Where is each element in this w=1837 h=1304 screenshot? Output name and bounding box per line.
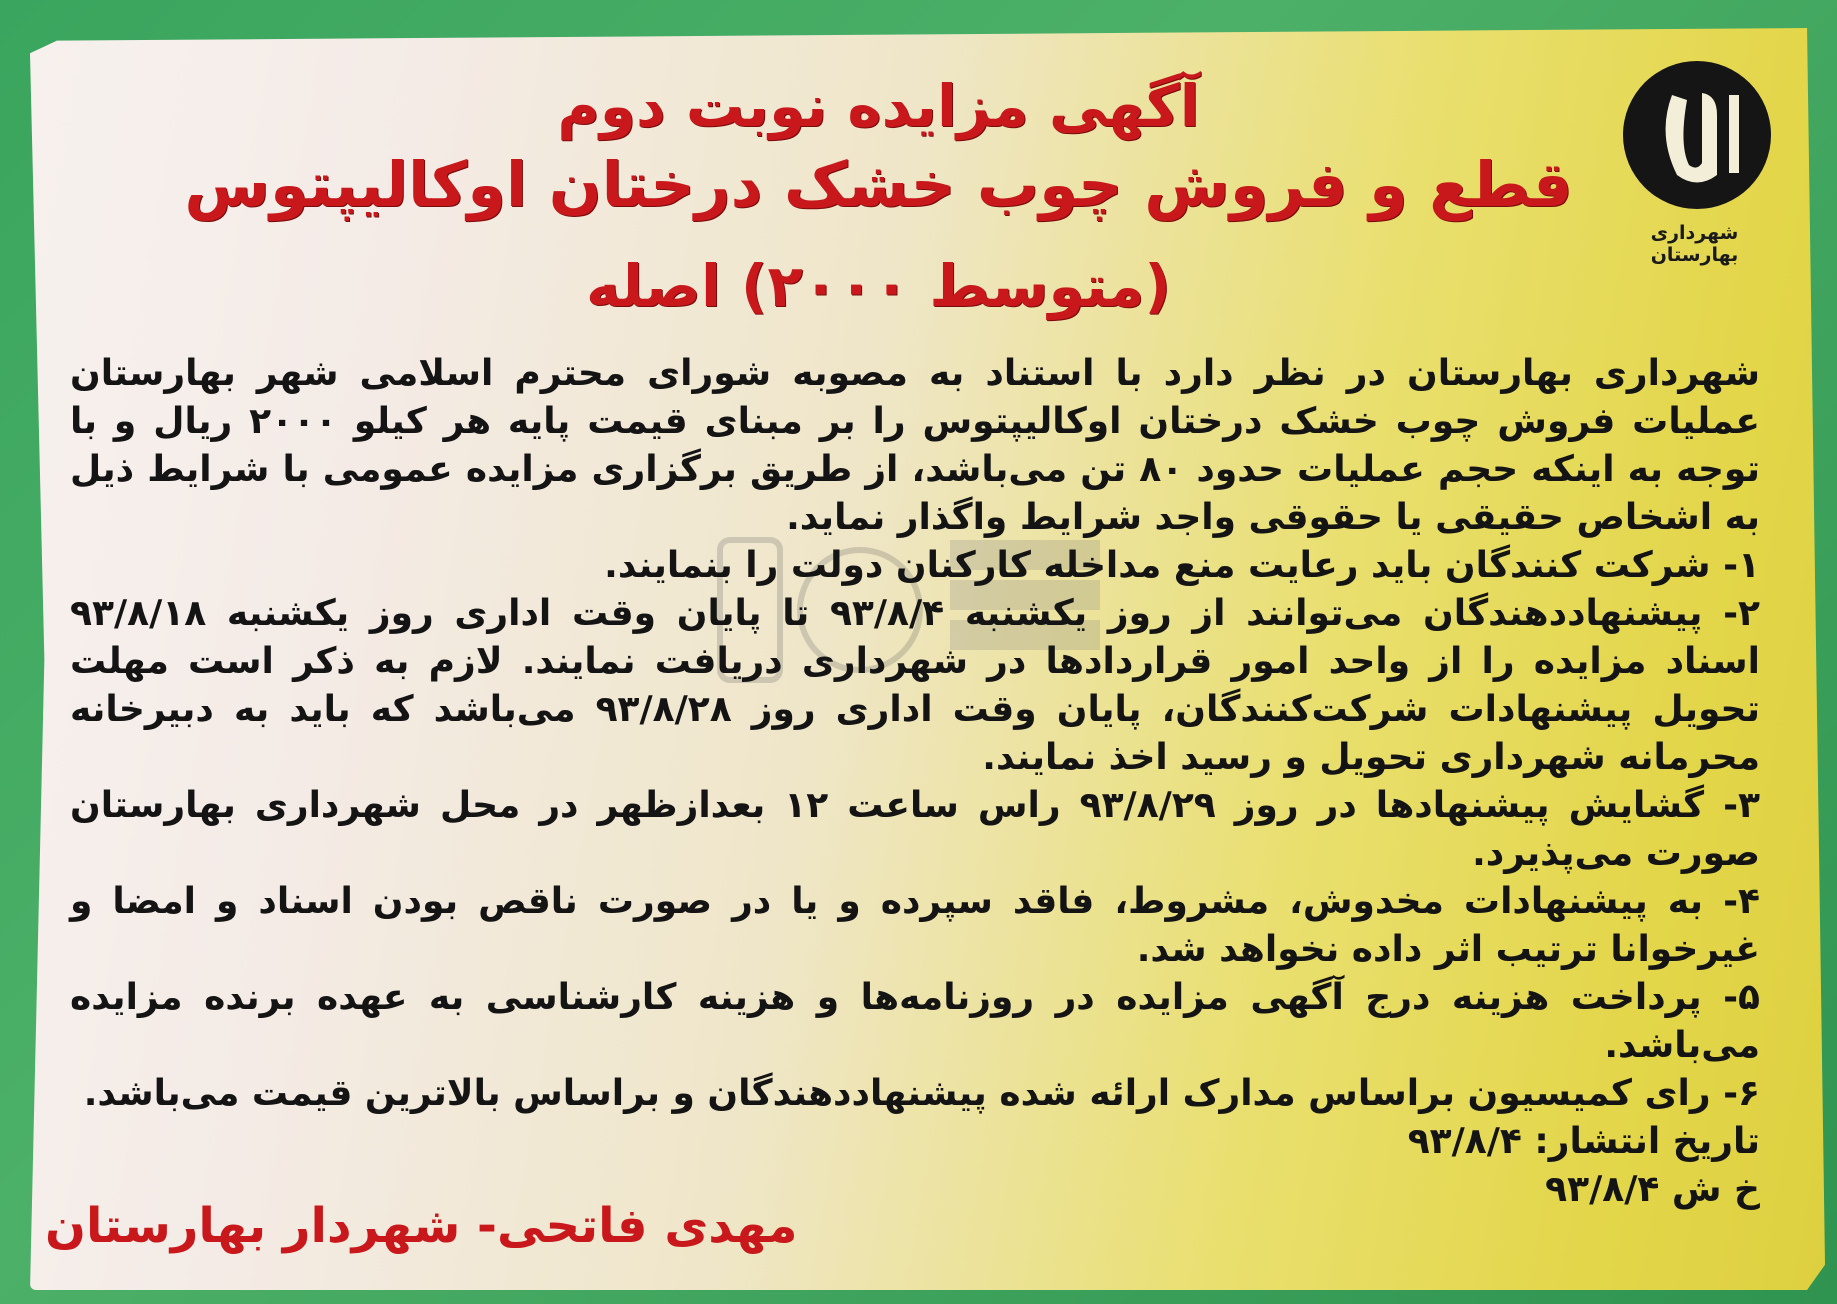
intro-paragraph: شهرداری بهارستان در نظر دارد با استناد به مصوبه شورای محترم اسلامی شهر بهارستان عملیات فروش چوب خشک درختان اوکالیپتوس را بر مبنای قیمت پایه هر کیلو ۲۰۰۰ ریال و با توجه به اینکه حجم عملیات حدود ۸۰ تن می‌باشد، از طریق برگزاری مزایده عمومی با شرایط ذیل به اشخاص حقیقی یا حقوقی واجد شرایط واگذار نماید. <box>70 353 1760 538</box>
notice-title: آگهی مزایده نوبت دوم <box>557 72 1200 140</box>
condition-item: ۶- رای کمیسیون براساس مدارک ارائه شده پیشنهاددهندگان و براساس بالاترین قیمت می‌باشد. <box>83 1073 1760 1114</box>
notice-subtitle: قطع و فروش چوب خشک درختان اوکالیپتوس <box>184 148 1573 221</box>
condition-item: ۵- پرداخت هزینه درج آگهی مزایده در روزنامه‌ها و هزینه کارشناسی به عهده برنده مزایده می‌باشد. <box>70 977 1760 1066</box>
condition-item: ۲- پیشنهاددهندگان می‌توانند از روز یکشنبه ۹۳/۸/۴ تا پایان وقت اداری روز یکشنبه ۹۳/۸/۱۸ اسناد مزایده را از واحد امور قراردادها در شهرداری دریافت نمایند. لازم به ذکر است مهلت تحویل پیشنهادات شرکت‌کنندگان، پایان وقت اداری روز ۹۳/۸/۲۸ می‌باشد که باید به دبیرخانه محرمانه شهرداری تحویل و رسید اخذ نمایند. <box>70 593 1760 778</box>
notice-quantity: (متوسط ۲۰۰۰) اصله <box>586 252 1171 320</box>
publication-date: تاریخ انتشار: ۹۳/۸/۴ <box>1407 1121 1760 1162</box>
condition-item: ۱- شرکت کنندگان باید رعایت منع مداخله کارکنان دولت را بنمایند. <box>604 545 1760 586</box>
condition-item: ۳- گشایش پیشنهادها در روز ۹۳/۸/۲۹ راس ساعت ۱۲ بعدازظهر در محل شهرداری بهارستان صورت می‌پذیرد. <box>70 785 1760 874</box>
condition-item: ۴- به پیشنهادات مخدوش، مشروط، فاقد سپرده و یا در صورت ناقص بودن اسناد و امضا و غیرخوانا ترتیب اثر داده نخواهد شد. <box>70 881 1760 970</box>
notice-body <box>70 350 1760 1214</box>
logo-caption: شهرداری بهارستان <box>1650 222 1739 266</box>
reference-number: خ ش ۹۳/۸/۴ <box>1545 1169 1760 1210</box>
mayor-signature: مهدی فاتحی- شهردار بهارستان <box>45 1198 798 1254</box>
